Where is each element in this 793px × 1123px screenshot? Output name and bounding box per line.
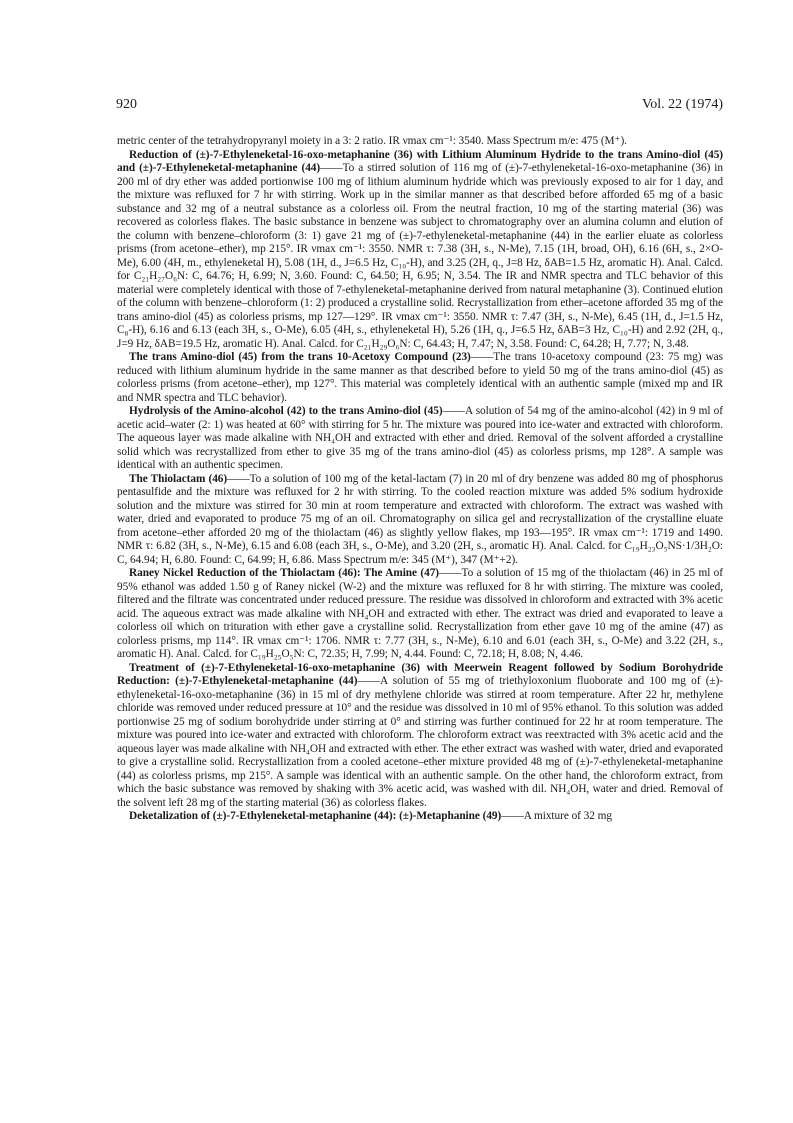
section-heading: Raney Nickel Reduction of the Thiolactam (46): The Amine (47) [129,567,440,579]
paragraph-text: ——To a solution of 15 mg of the thiolactam (46) in 25 ml of 95% ethanol was added 1.50 g of Raney nickel (W-2) and the mixture was refluxed for 8 hr with stirring. The mixture was cooled, filtered and the filtrate was concentrated under reduced pressure. The residue was dissolved in chloroform and extracted with 3% acetic acid. The aqueous extract was made alkaline with NH₄OH and extracted with ether. The extract was dried and evaporated to leave a colorless oil which on trituration with ether gave a crystalline solid. Recrystallization from ether gave 10 mg of the amine (47) as colorless prisms, mp 114°. IR νmax cm⁻¹: 1706. NMR τ: 7.77 (3H, s., N-Me), 6.10 and 6.01 (each 3H, s., O-Me) and 3.22 (2H, s., aromatic H). Anal. Calcd. for C₁₉H₂₅O₅N: C, 72.35; H, 7.99; N, 4.44. Found: C, 72.18; H, 8.08; N, 4.46. [117,567,723,660]
journal-volume: Vol. 22 (1974) [641,97,723,112]
paragraph-text: ——To a solution of 100 mg of the ketal-lactam (7) in 20 ml of dry benzene was added 80 mg of phosphorus pentasulfide and the mixture was refluxed for 2 hr with stirring. To the cooled reaction mixture was added 5% sodium hydroxide solution and the mixture was stirred for 30 min at room temperature and extracted with chloroform. The extract was washed with water, dried and evaporated to produce 75 mg of an oil. Chromatography on silica gel and recrystallization of the crystalline eluate from acetone–ether afforded 20 mg of the thiolactam (46) as slightly yellow flakes, mp 193—195°. IR νmax cm⁻¹: 1719 and 1490. NMR τ: 6.82 (3H, s., N-Me), 6.15 and 6.08 (each 3H, s., O-Me), and 3.20 (2H, s., aromatic H). Anal. Calcd. for C₁₉H₂₃O₅NS·1/3H₂O: C, 64.94; H, 6.80. Found: C, 64.99; H, 6.86. Mass Spectrum m/e: 345 (M⁺), 347 (M⁺+2). [117,472,723,566]
paragraph-text: metric center of the tetrahydropyranyl moiety in a 3: 2 ratio. IR νmax cm⁻¹: 3540. Mass Spectrum m/e: 475 (M⁺). [117,135,627,147]
paragraph [117,351,723,405]
paragraph [117,567,723,662]
section-heading: Hydrolysis of the Amino-alcohol (42) to the trans Amino-diol (45) [129,405,443,417]
paragraph-text: ——To a stirred solution of 116 mg of (±)-7-ethyleneketal-16-oxo-metaphanine (36) in 200 ml of dry ether was added portionwise 100 mg of lithium aluminum hydride which was previously exposed to air for 1 day, and the mixture was refluxed for 7 hr with stirring. Work up in the similar manner as that described before afforded 65 mg of a basic substance and 32 mg of a neutral substance as a colorless oil. From the neutral fraction, 10 mg of the starting material (36) was recovered as colorless flakes. The basic substance in benzene was subject to chromatography over an alumina column and elution of the column with benzene–chloroform (3: 1) gave 21 mg of (±)-7-ethyleneketal-metaphanine (44) in the earlier eluate as colorless prisms (from acetone–ether), mp 215°. IR νmax cm⁻¹: 3550. NMR τ: 7.38 (3H, s., N-Me), 7.15 (1H, broad, OH), 6.16 (6H, s., 2×O-Me), 6.00 (4H, m., ethyleneketal H), 5.08 (1H, d., J=6.5 Hz, C₁₀-H), and 3.25 (2H, q., J=8 Hz, δAB=1.5 Hz, aromatic H). Anal. Calcd. for C₂₁H₂₇O₆N: C, 64.76; H, 6.99; N, 3.60. Found: C, 64.50; H, 6.95; N, 3.54. The IR and NMR spectra and TLC behavior of this material were completely identical with those of 7-ethyleneketal-metaphanine derived from natural metaphanine (3). Continued elution of the column with benzene–chloroform (1: 2) produced a crystalline solid. Recrystallization from ether–acetone afforded 35 mg of the trans amino-diol (45) as colorless prisms, mp 127—129°. IR νmax cm⁻¹: 3550. NMR τ: 7.47 (3H, s., N-Me), 6.45 (1H, d., J=1.5 Hz, C₈-H), 6.16 and 6.13 (each 3H, s., O-Me), 6.05 (4H, s., ethyleneketal H), 5.26 (1H, q., J=6.5 Hz, δAB=3 Hz, C₁₀-H) and 2.92 (2H, q., J=9 Hz, δAB=19.5 Hz, aromatic H). Anal. Calcd. for C₂₁H₂₉O₆N: C, 64.43; H, 7.47; N, 3.58. Found: C, 64.28; H, 7.77; N, 3.48. [117,162,723,350]
paragraph [117,662,723,811]
article-body [117,135,723,824]
section-heading: The Thiolactam (46) [129,472,228,485]
paragraph-text: ——The trans 10-acetoxy compound (23: 75 mg) was reduced with lithium aluminum hydride in the same manner as that described before to yield 50 mg of the trans amino-diol (45) as colorless prisms (from acetone–ether), mp 127°. This material was completely identical with an authentic sample (mixed mp and IR and NMR spectra and TLC behavior). [117,351,723,404]
page-number: 920 [116,97,137,112]
paragraph-text: ——A solution of 54 mg of the amino-alcohol (42) in 9 ml of acetic acid–water (2: 1) was heated at 60° with stirring for 5 hr. The mixture was poured into ice-water and extracted with chloroform. The aqueous layer was made alkaline with NH₄OH and extracted with ether and dried. Removal of the solvent afforded a crystalline solid which was recrystallized from ether to give 35 mg of the trans amino-diol (45) as colorless prisms, mp 128°. A sample was identical with an authentic specimen. [117,405,723,471]
paragraph [117,810,723,824]
section-heading: Treatment of (±)-7-Ethyleneketal-16-oxo-metaphanine (36) with Meerwein Reagent followed by Sodium Borohydride Reduction: (±)-7-Ethyleneketal-metaphanine (44) [117,661,723,687]
section-heading: Reduction of (±)-7-Ethyleneketal-16-oxo-metaphanine (36) with Lithium Aluminum Hydride to the trans Amino-diol (45) and (±)-7-Ethyleneketal-metaphanine (44) [117,148,723,174]
section-heading: Deketalization of (±)-7-Ethyleneketal-metaphanine (44): (±)-Metaphanine (49) [129,810,502,822]
paragraph [117,405,723,473]
section-heading: The trans Amino-diol (45) from the trans 10-Acetoxy Compound (23) [129,351,471,363]
paragraph [117,149,723,352]
paragraph-text: ——A solution of 55 mg of triethyloxonium fluoborate and 100 mg of (±)-ethyleneketal-16-oxo-metaphanine (36) in 15 ml of dry methylene chloride was stirred at room temperature. After 22 hr, methylene chloride was removed under reduced pressure at 10° and the residue was dissolved in 10 ml of 95% ethanol. To this solution was added portionwise 25 mg of sodium borohydride under stirring at 0° and stirring was further continued for 22 hr at room temperature. The mixture was poured into ice-water and extracted with chloroform. The chloroform extract was reextracted with 3% acetic acid and the aqueous layer was made alkaline with NH₄OH and extracted with ether. The ether extract was washed with water, dried and evaporated to give a crystalline solid. Recrystallization from a cooled acetone–ether mixture provided 48 mg of (±)-7-ethyleneketal-metaphanine (44) as colorless prisms, mp 215°. A sample was identical with an authentic sample. On the other hand, the chloroform extract, from which the basic substance was removed by shaking with 3% acetic acid, was washed with dil. NH₄OH, water and dried. Removal of the solvent left 28 mg of the starting material (36) as colorless flakes. [117,675,723,809]
page-header [116,97,723,113]
paragraph [117,473,723,568]
paragraph-text: ——A mixture of 32 mg [501,810,612,822]
paragraph [117,135,723,149]
